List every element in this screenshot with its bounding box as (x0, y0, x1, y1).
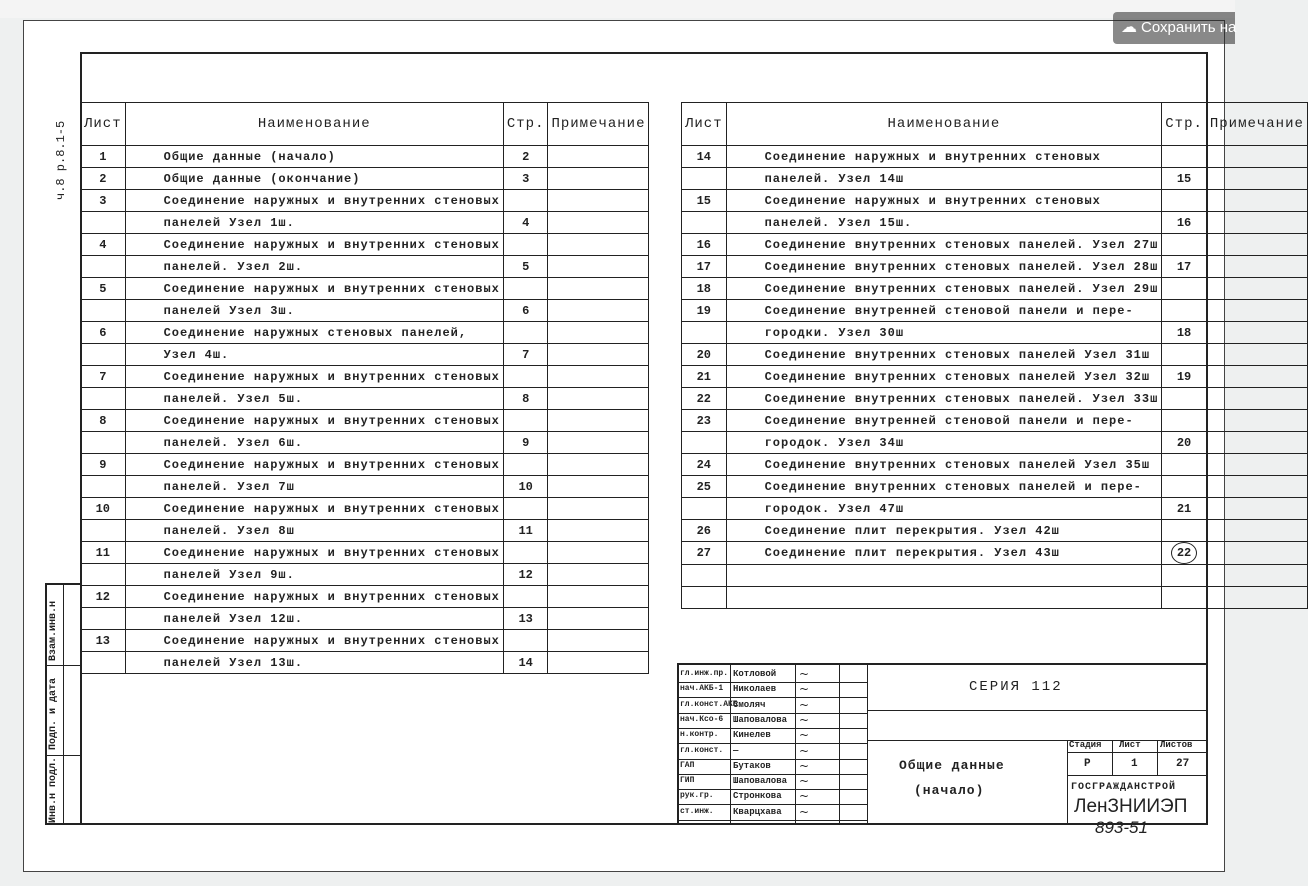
stamp-role: ст.инж. (680, 806, 714, 816)
row-sheet-number: 23 (682, 410, 727, 432)
right-index-table (681, 102, 1308, 609)
row-sheet-number: 8 (81, 410, 126, 432)
row-name: панелей. Узел 8ш (125, 520, 503, 542)
row-page (503, 454, 548, 476)
stamp-role: н.контр. (680, 730, 719, 740)
row-name: Соединение плит перекрытия. Узел 43ш (726, 542, 1162, 565)
row-page (1162, 190, 1207, 212)
stamp-role: рук.гр. (680, 791, 714, 801)
signature-mark: ~ (799, 682, 810, 697)
row-note (1206, 322, 1307, 344)
row-page: 10 (503, 476, 548, 498)
row-note (1206, 476, 1307, 498)
stamp-role: гл.инж.пр. (680, 669, 729, 678)
signature-mark: ~ (799, 743, 810, 758)
row-name: Соединение наружных и внутренних стеновых (125, 410, 503, 432)
row-name: Соединение наружных и внутренних стеновых (125, 234, 503, 256)
row-note (1206, 542, 1307, 565)
row-name: Соединение наружных стеновых панелей, (125, 322, 503, 344)
row-page: 2 (503, 146, 548, 168)
row-page (503, 410, 548, 432)
row-page (1162, 476, 1207, 498)
signature-mark: ~ (799, 728, 810, 743)
row-name (726, 587, 1162, 609)
table-row (682, 366, 1308, 388)
row-sheet-number: 1 (81, 146, 126, 168)
table-row (81, 234, 649, 256)
row-sheet-number (682, 168, 727, 190)
org-name-1: ГОСГРАЖДАНСТРОЙ (1071, 782, 1177, 793)
header-note: Примечание (548, 103, 649, 146)
row-page: 8 (503, 388, 548, 410)
row-page (1162, 234, 1207, 256)
row-sheet-number (682, 565, 727, 587)
stamp-person: Котловой (733, 669, 777, 679)
row-name (726, 565, 1162, 587)
row-sheet-number: 25 (682, 476, 727, 498)
row-name: городок. Узел 34ш (726, 432, 1162, 454)
doc-title-line-2: (начало) (914, 783, 985, 798)
strip-label-sign: Подп. и дата (48, 677, 59, 750)
row-sheet-number (81, 256, 126, 278)
row-sheet-number: 27 (682, 542, 727, 565)
cloud-icon: ☁ (1121, 19, 1137, 36)
stamp-role: ГАП (680, 760, 695, 770)
row-page (503, 190, 548, 212)
row-note (548, 168, 649, 190)
strip-label-inv: Инв.н подл. (48, 756, 59, 823)
row-sheet-number: 21 (682, 366, 727, 388)
row-sheet-number: 11 (81, 542, 126, 564)
table-row (682, 432, 1308, 454)
row-page (1162, 410, 1207, 432)
table-row (682, 234, 1308, 256)
row-sheet-number: 2 (81, 168, 126, 190)
save-button-label: Сохранить на (1141, 19, 1237, 36)
doc-title-line-1: Общие данные (899, 758, 1005, 773)
row-sheet-number: 13 (81, 630, 126, 652)
row-name: Соединение наружных и внутренних стеновых (726, 146, 1162, 168)
table-row (81, 564, 649, 586)
sheet-value: 1 (1131, 758, 1138, 770)
row-note (1206, 366, 1307, 388)
row-name: Соединение наружных и внутренних стеновых (125, 190, 503, 212)
row-note (548, 344, 649, 366)
row-note (548, 564, 649, 586)
header-sheet: Лист (682, 103, 727, 146)
row-note (548, 278, 649, 300)
row-note (1206, 587, 1307, 609)
row-note (548, 432, 649, 454)
row-sheet-number: 20 (682, 344, 727, 366)
signature-mark: ~ (799, 697, 810, 712)
row-page: 5 (503, 256, 548, 278)
row-name: Соединение наружных и внутренних стеновых (125, 498, 503, 520)
row-name: Соединение наружных и внутренних стеновых (726, 190, 1162, 212)
row-name: панелей Узел 13ш. (125, 652, 503, 674)
row-page: 18 (1162, 322, 1207, 344)
row-name: Соединение внутренних стеновых панелей Узел 31ш (726, 344, 1162, 366)
title-block (677, 663, 1208, 825)
stamp-role: гл.конст. (680, 745, 724, 755)
row-name: Соединение внутренней стеновой панели и пере- (726, 410, 1162, 432)
row-note (548, 542, 649, 564)
row-sheet-number: 14 (682, 146, 727, 168)
row-sheet-number (81, 212, 126, 234)
row-note (548, 454, 649, 476)
stamp-role: ГИП (680, 776, 695, 786)
row-name: Соединение наружных и внутренних стеновых (125, 542, 503, 564)
table-row (81, 608, 649, 630)
sheet-label: Лист (1119, 740, 1141, 750)
row-note (548, 388, 649, 410)
stamp-person: Шаповалова (733, 776, 788, 787)
row-name: Соединение наружных и внутренних стеновых (125, 454, 503, 476)
row-name: Узел 4ш. (125, 344, 503, 366)
row-note (1206, 300, 1307, 322)
table-row (81, 278, 649, 300)
row-sheet-number (81, 476, 126, 498)
row-page: 20 (1162, 432, 1207, 454)
row-name: панелей Узел 9ш. (125, 564, 503, 586)
margin-note: ч.8 р.8.1-5 (54, 120, 68, 200)
table-row (81, 344, 649, 366)
row-sheet-number: 16 (682, 234, 727, 256)
table-row (81, 630, 649, 652)
table-row (682, 322, 1308, 344)
row-name: Соединение внутренних стеновых панелей. Узел 28ш (726, 256, 1162, 278)
doc-number: 893-51 (1095, 818, 1148, 837)
row-sheet-number (81, 652, 126, 674)
row-note (1206, 234, 1307, 256)
row-note (548, 256, 649, 278)
browser-top-strip (0, 0, 1235, 18)
row-page (1162, 344, 1207, 366)
stage-label: Стадия (1069, 740, 1102, 750)
stamp-person: Бутаков (733, 760, 771, 771)
table-row (682, 476, 1308, 498)
sheets-label: Листов (1160, 740, 1193, 750)
row-note (1206, 190, 1307, 212)
row-name: Соединение внутренних стеновых панелей. Узел 27ш (726, 234, 1162, 256)
row-page (1162, 587, 1207, 609)
row-note (1206, 278, 1307, 300)
stamp-person: — (733, 745, 739, 756)
row-note (1206, 212, 1307, 234)
row-sheet-number: 26 (682, 520, 727, 542)
table-row (81, 454, 649, 476)
sheets-value: 27 (1176, 758, 1190, 770)
header-sheet: Лист (81, 103, 126, 146)
row-note (548, 630, 649, 652)
table-header-row (81, 103, 649, 146)
header-page: Стр. (1162, 103, 1207, 146)
row-sheet-number (682, 212, 727, 234)
table-row (81, 432, 649, 454)
row-note (1206, 256, 1307, 278)
row-sheet-number (81, 564, 126, 586)
row-note (548, 212, 649, 234)
row-note (1206, 432, 1307, 454)
row-note (1206, 520, 1307, 542)
stamp-role: нач.АКБ-1 (680, 684, 724, 694)
row-note (548, 476, 649, 498)
row-name: панелей. Узел 6ш. (125, 432, 503, 454)
table-row (682, 168, 1308, 190)
row-sheet-number: 17 (682, 256, 727, 278)
series-label: СЕРИЯ 112 (969, 679, 1063, 695)
stamp-person: Стронкова (733, 791, 782, 802)
row-page: 15 (1162, 168, 1207, 190)
stamp-person: Шаповалова (733, 714, 788, 725)
table-row (682, 212, 1308, 234)
table-row (682, 542, 1308, 565)
row-page: 16 (1162, 212, 1207, 234)
table-row (682, 278, 1308, 300)
row-name: панелей Узел 12ш. (125, 608, 503, 630)
row-sheet-number: 10 (81, 498, 126, 520)
table-row (682, 520, 1308, 542)
strip-label-replace: Взам.инв.н (48, 600, 59, 661)
row-page (1162, 388, 1207, 410)
row-name: Соединение внутренних стеновых панелей и пере- (726, 476, 1162, 498)
table-row (682, 190, 1308, 212)
circled-page-number: 22 (1171, 542, 1197, 564)
table-row (81, 410, 649, 432)
row-page: 13 (503, 608, 548, 630)
row-sheet-number (81, 520, 126, 542)
table-row (682, 565, 1308, 587)
row-page: 7 (503, 344, 548, 366)
signature-mark: ~ (799, 804, 810, 819)
row-page: 19 (1162, 366, 1207, 388)
row-page (503, 586, 548, 608)
row-name: панелей. Узел 14ш (726, 168, 1162, 190)
row-sheet-number (81, 344, 126, 366)
row-note (1206, 410, 1307, 432)
row-page (503, 234, 548, 256)
row-page: 12 (503, 564, 548, 586)
row-name: панелей Узел 3ш. (125, 300, 503, 322)
row-page (503, 498, 548, 520)
row-page (503, 278, 548, 300)
row-note (1206, 146, 1307, 168)
header-note: Примечание (1206, 103, 1307, 146)
stamp-role: гл.конст.АКБ (680, 699, 738, 709)
signature-mark: ~ (799, 712, 810, 727)
row-note (548, 146, 649, 168)
row-sheet-number: 7 (81, 366, 126, 388)
row-note (548, 520, 649, 542)
row-page (1162, 542, 1207, 565)
row-sheet-number: 12 (81, 586, 126, 608)
row-note (548, 322, 649, 344)
row-sheet-number: 3 (81, 190, 126, 212)
table-row (81, 520, 649, 542)
table-row (81, 366, 649, 388)
table-row (682, 410, 1308, 432)
row-note (1206, 344, 1307, 366)
left-index-table (80, 102, 649, 674)
row-sheet-number (682, 587, 727, 609)
table-row (682, 300, 1308, 322)
row-note (548, 498, 649, 520)
stage-value: Р (1084, 758, 1091, 770)
row-sheet-number: 5 (81, 278, 126, 300)
signature-mark: ~ (799, 774, 810, 789)
row-sheet-number: 22 (682, 388, 727, 410)
row-page (503, 630, 548, 652)
row-sheet-number (682, 322, 727, 344)
row-note (548, 608, 649, 630)
row-name: панелей. Узел 7ш (125, 476, 503, 498)
row-page (1162, 146, 1207, 168)
row-note (1206, 498, 1307, 520)
table-row (81, 146, 649, 168)
row-name: Соединение внутренних стеновых панелей Узел 32ш (726, 366, 1162, 388)
row-note (548, 190, 649, 212)
table-row (682, 256, 1308, 278)
row-page (503, 542, 548, 564)
table-header-row (682, 103, 1308, 146)
row-note (1206, 388, 1307, 410)
row-name: Соединение наружных и внутренних стеновых (125, 278, 503, 300)
table-row (81, 586, 649, 608)
table-row (81, 322, 649, 344)
row-sheet-number: 18 (682, 278, 727, 300)
row-name: Соединение внутренних стеновых панелей Узел 35ш (726, 454, 1162, 476)
row-page: 11 (503, 520, 548, 542)
table-row (81, 542, 649, 564)
row-note (548, 366, 649, 388)
row-sheet-number (81, 432, 126, 454)
table-row (81, 190, 649, 212)
row-page (1162, 300, 1207, 322)
row-name: Соединение плит перекрытия. Узел 42ш (726, 520, 1162, 542)
header-name: Наименование (726, 103, 1162, 146)
table-row (81, 476, 649, 498)
row-name: Соединение внутренней стеновой панели и пере- (726, 300, 1162, 322)
table-row (682, 454, 1308, 476)
row-name: городки. Узел 30ш (726, 322, 1162, 344)
row-sheet-number (682, 432, 727, 454)
table-row (682, 498, 1308, 520)
row-name: Соединение наружных и внутренних стеновых (125, 366, 503, 388)
table-row (682, 388, 1308, 410)
row-page (1162, 454, 1207, 476)
row-note (548, 586, 649, 608)
row-page: 21 (1162, 498, 1207, 520)
signature-mark: ~ (799, 789, 810, 804)
row-page: 3 (503, 168, 548, 190)
row-sheet-number (682, 498, 727, 520)
table-row (81, 652, 649, 674)
table-row (81, 498, 649, 520)
row-page (1162, 565, 1207, 587)
stamp-role: нач.Ксо-6 (680, 714, 724, 724)
row-page: 9 (503, 432, 548, 454)
row-sheet-number (81, 300, 126, 322)
row-page: 4 (503, 212, 548, 234)
stamp-person: Смоляч (733, 699, 766, 710)
signature-mark: ~ (799, 667, 810, 681)
row-note (548, 234, 649, 256)
row-sheet-number: 4 (81, 234, 126, 256)
row-sheet-number: 24 (682, 454, 727, 476)
row-sheet-number (81, 608, 126, 630)
table-row (682, 587, 1308, 609)
row-sheet-number: 15 (682, 190, 727, 212)
org-name-2: ЛенЗНИИЭП (1074, 796, 1188, 817)
row-note (548, 300, 649, 322)
row-name: Соединение наружных и внутренних стеновых (125, 586, 503, 608)
table-row (81, 300, 649, 322)
row-sheet-number (81, 388, 126, 410)
row-name: панелей Узел 1ш. (125, 212, 503, 234)
stamp-person: Кинелев (733, 730, 771, 741)
row-page (503, 322, 548, 344)
header-page: Стр. (503, 103, 548, 146)
stamp-person: Николаев (733, 684, 777, 695)
table-row (682, 146, 1308, 168)
table-row (81, 212, 649, 234)
table-row (682, 344, 1308, 366)
row-name: городок. Узел 47ш (726, 498, 1162, 520)
row-page: 14 (503, 652, 548, 674)
row-note (1206, 454, 1307, 476)
approval-strip (45, 583, 80, 825)
row-name: панелей. Узел 15ш. (726, 212, 1162, 234)
table-row (81, 168, 649, 190)
signature-mark: ~ (799, 758, 810, 773)
row-page (503, 366, 548, 388)
header-name: Наименование (125, 103, 503, 146)
row-note (1206, 565, 1307, 587)
row-page (1162, 520, 1207, 542)
row-name: Общие данные (окончание) (125, 168, 503, 190)
save-button[interactable] (1113, 12, 1235, 44)
row-name: Соединение внутренних стеновых панелей. Узел 33ш (726, 388, 1162, 410)
row-name: панелей. Узел 2ш. (125, 256, 503, 278)
row-page (1162, 278, 1207, 300)
row-sheet-number: 6 (81, 322, 126, 344)
row-name: Общие данные (начало) (125, 146, 503, 168)
row-note (548, 410, 649, 432)
stamp-person: Кварцхава (733, 806, 782, 817)
row-note (548, 652, 649, 674)
row-page: 17 (1162, 256, 1207, 278)
row-note (1206, 168, 1307, 190)
row-name: Соединение внутренних стеновых панелей. Узел 29ш (726, 278, 1162, 300)
table-row (81, 256, 649, 278)
row-name: Соединение наружных и внутренних стеновых (125, 630, 503, 652)
table-row (81, 388, 649, 410)
row-sheet-number: 9 (81, 454, 126, 476)
row-page: 6 (503, 300, 548, 322)
row-name: панелей. Узел 5ш. (125, 388, 503, 410)
row-sheet-number: 19 (682, 300, 727, 322)
